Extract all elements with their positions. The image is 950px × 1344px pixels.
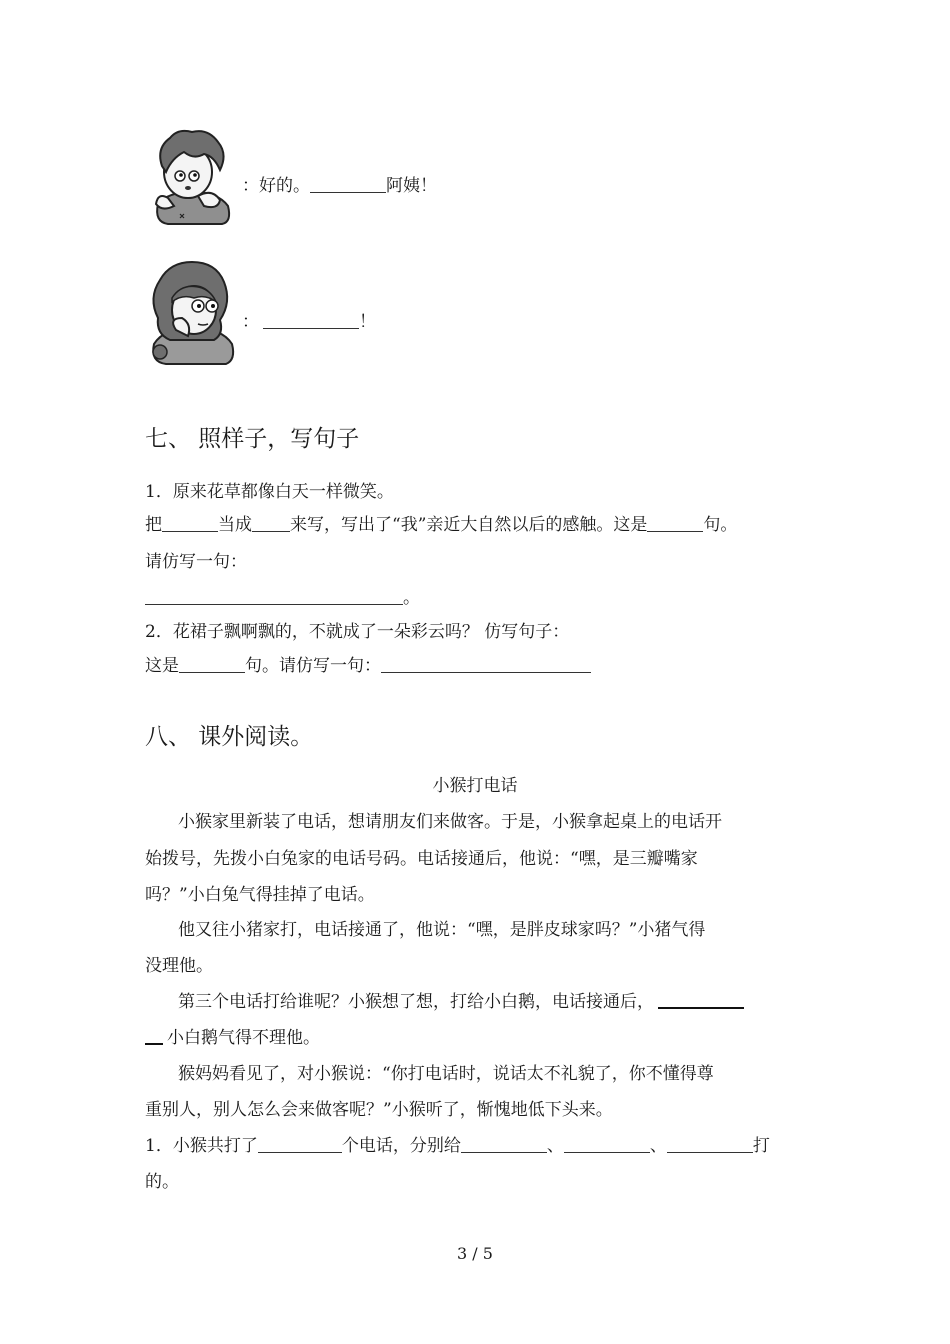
- section-8-question-1: [145, 1134, 770, 1158]
- text: 第三个电话打给谁呢？小猴想了想，打给小白鹅，电话接通后，: [178, 992, 654, 1012]
- text: 1．小猴共打了: [145, 1136, 258, 1156]
- text: 来写，写出了“我”亲近大自然以后的感触。这是: [290, 515, 648, 535]
- answer-blank[interactable]: [461, 1151, 547, 1153]
- section-7-q1-prompt: 1．原来花草都像白天一样微笑。: [145, 482, 394, 502]
- section-7-q2-fill-line: [145, 654, 591, 678]
- girl-thinking-illustration: [146, 258, 238, 366]
- text: 。: [403, 588, 420, 608]
- text: 这是: [145, 656, 179, 676]
- story-paragraph-line: 重别人，别人怎么会来做客呢？”小猴听了，惭愧地低下头来。: [145, 1100, 613, 1120]
- colon: ：: [242, 176, 259, 196]
- text: 打: [752, 1136, 770, 1156]
- story-paragraph-line: 吗？”小白兔气得挂掉了电话。: [145, 885, 375, 905]
- boy-dialogue-line: [242, 174, 437, 198]
- story-paragraph-line: 小猴家里新装了电话，想请朋友们来做客。于是，小猴拿起桌上的电话开: [178, 812, 722, 832]
- answer-blank[interactable]: [258, 1151, 342, 1153]
- section-7-heading: 七、 照样子，写句子: [145, 426, 360, 452]
- answer-blank[interactable]: [263, 327, 359, 329]
- boy-dialogue-text: 好的。: [259, 176, 310, 196]
- text: 、: [546, 1136, 564, 1156]
- colon: ：: [242, 312, 259, 332]
- answer-blank[interactable]: [667, 1151, 753, 1153]
- text: 小白鹅气得不理他。: [167, 1028, 320, 1048]
- story-paragraph-line: [178, 990, 744, 1014]
- text: 、: [649, 1136, 667, 1156]
- section-7-q1-answer-line: [145, 586, 420, 610]
- text: 句。: [703, 515, 738, 535]
- answer-blank[interactable]: [162, 530, 218, 532]
- story-paragraph-line: 始拨号，先拨小白兔家的电话号码。电话接通后，他说：“嘿，是三瓣嘴家: [145, 849, 698, 869]
- story-title: 小猴打电话: [432, 776, 518, 796]
- page-number: 3 / 5: [457, 1244, 493, 1263]
- girl-dialogue-line: [242, 310, 376, 334]
- section-7-q1-imitate: 请仿写一句：: [145, 552, 247, 572]
- story-paragraph-line: 没理他。: [145, 956, 213, 976]
- section-8-question-1-end: 的。: [145, 1172, 179, 1192]
- answer-blank[interactable]: [145, 603, 403, 605]
- answer-blank[interactable]: [658, 1006, 744, 1009]
- story-paragraph-line: [145, 1026, 320, 1050]
- text: 个电话，分别给: [341, 1136, 461, 1156]
- answer-blank[interactable]: [310, 191, 386, 193]
- section-7-q1-fill-line: [145, 513, 737, 537]
- answer-blank[interactable]: [179, 671, 245, 673]
- section-8-heading: 八、 课外阅读。: [145, 724, 314, 750]
- answer-blank[interactable]: [252, 530, 290, 532]
- boy-dialogue-ending: 阿姨！: [386, 176, 437, 196]
- answer-blank[interactable]: [564, 1151, 650, 1153]
- story-paragraph-line: 猴妈妈看见了，对小猴说：“你打电话时，说话太不礼貌了，你不懂得尊: [178, 1064, 714, 1084]
- story-paragraph-line: 他又往小猪家打，电话接通了，他说：“嘿，是胖皮球家吗？”小猪气得: [178, 920, 706, 940]
- text: 当成: [218, 515, 252, 535]
- section-7-q2-prompt: 2．花裙子飘啊飘的，不就成了一朵彩云吗？ 仿写句子：: [145, 622, 570, 642]
- answer-blank[interactable]: [647, 530, 703, 532]
- answer-blank[interactable]: [145, 1042, 163, 1045]
- girl-dialogue-ending: ！: [359, 312, 376, 332]
- boy-thinking-illustration: [148, 126, 236, 226]
- text: 句。请仿写一句：: [245, 656, 381, 676]
- text: 把: [145, 515, 162, 535]
- answer-blank[interactable]: [381, 671, 591, 673]
